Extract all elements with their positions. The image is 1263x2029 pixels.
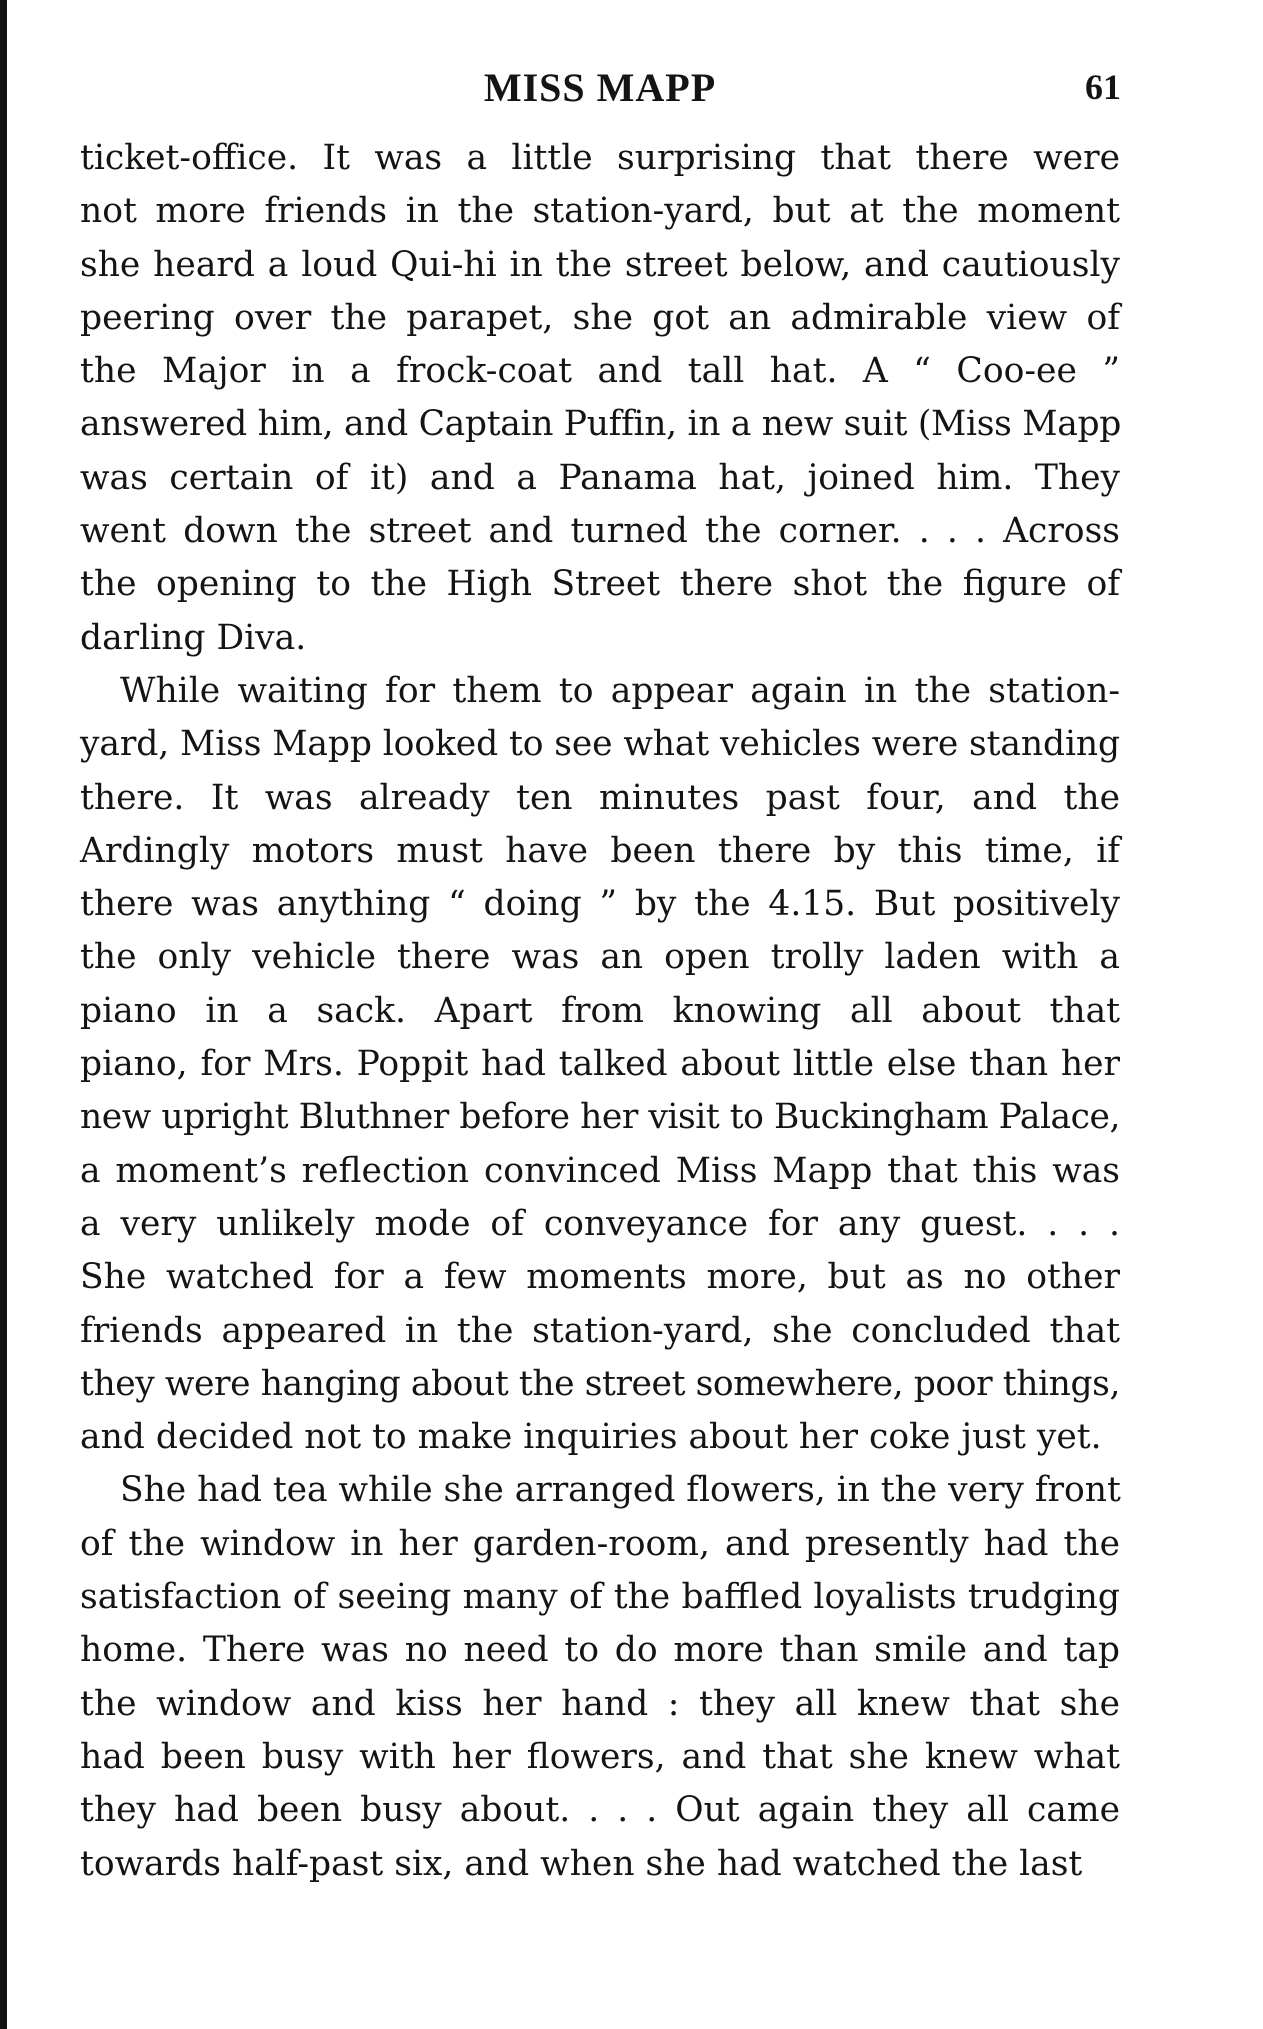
text-line: ticket-office. It was a little surprising that there were [80,138,1120,178]
text-line: friends appeared in the station-yard, she concluded that [80,1310,1120,1351]
text-line: yard, Miss Mapp looked to see what vehicles were standing [80,724,1120,765]
text-line: Ardingly motors must have been there by this time, if [80,830,1120,871]
text-line: While waiting for them to appear again in the station- [120,670,1120,711]
text-line: She had tea while she arranged flowers, in the very front [120,1470,1121,1511]
text-line: had been busy with her flowers, and that she knew what [80,1736,1120,1777]
page-number: 61 [1085,67,1121,107]
text-line: peering over the parapet, she got an admirable view of [80,297,1120,338]
text-line: the opening to the High Street there shot the figure of [80,564,1120,605]
text-line: the only vehicle there was an open trolly laden with a [80,937,1120,978]
text-line: She watched for a few moments more, but as no other [80,1257,1120,1298]
book-page [80,60,1120,1891]
text-line: the Major in a frock-coat and tall hat. A “ Coo-ee ” [80,351,1120,392]
text-line: darling Diva. [80,617,307,658]
text-line: they had been busy about. . . . Out again they all came [80,1790,1120,1831]
text-line: a very unlikely mode of conveyance for any guest. . . . [80,1203,1120,1244]
paragraph [80,1464,1120,1890]
body-text [80,132,1120,1891]
text-line: answered him, and Captain Puffin, in a new suit (Miss Mapp [80,404,1122,445]
paragraph [80,665,1120,1464]
text-line: new upright Bluthner before her visit to Buckingham Palace, [80,1097,1120,1138]
running-head [80,60,1120,118]
text-line: piano in a sack. Apart from knowing all about that [80,990,1120,1031]
text-line: there was anything “ doing ” by the 4.15. But positively [80,884,1120,925]
text-line: the window and kiss her hand : they all knew that she [80,1683,1120,1724]
text-line: of the window in her garden-room, and presently had the [80,1523,1120,1564]
paragraph [80,132,1120,665]
text-line: home. There was no need to do more than smile and tap [80,1630,1120,1671]
text-line: she heard a loud Qui-hi in the street below, and cautiously [80,244,1120,285]
text-line: there. It was already ten minutes past four, and the [80,777,1120,818]
text-line: a moment’s reflection convinced Miss Mapp that this was [80,1150,1120,1191]
text-line: not more friends in the station-yard, but at the moment [80,191,1120,232]
text-line: was certain of it) and a Panama hat, joined him. They [80,457,1120,498]
text-line: towards half-past six, and when she had watched the last [80,1843,1083,1884]
running-head-title: MISS MAPP [483,65,717,110]
text-line: went down the street and turned the corner. . . . Across [80,511,1120,552]
text-line: and decided not to make inquiries about her coke just yet. [80,1417,1102,1458]
text-line: they were hanging about the street somewhere, poor things, [80,1363,1120,1404]
page-edge-border [0,0,7,2029]
text-line: piano, for Mrs. Poppit had talked about little else than her [80,1044,1120,1085]
text-line: satisfaction of seeing many of the baffled loyalists trudging [80,1577,1120,1618]
